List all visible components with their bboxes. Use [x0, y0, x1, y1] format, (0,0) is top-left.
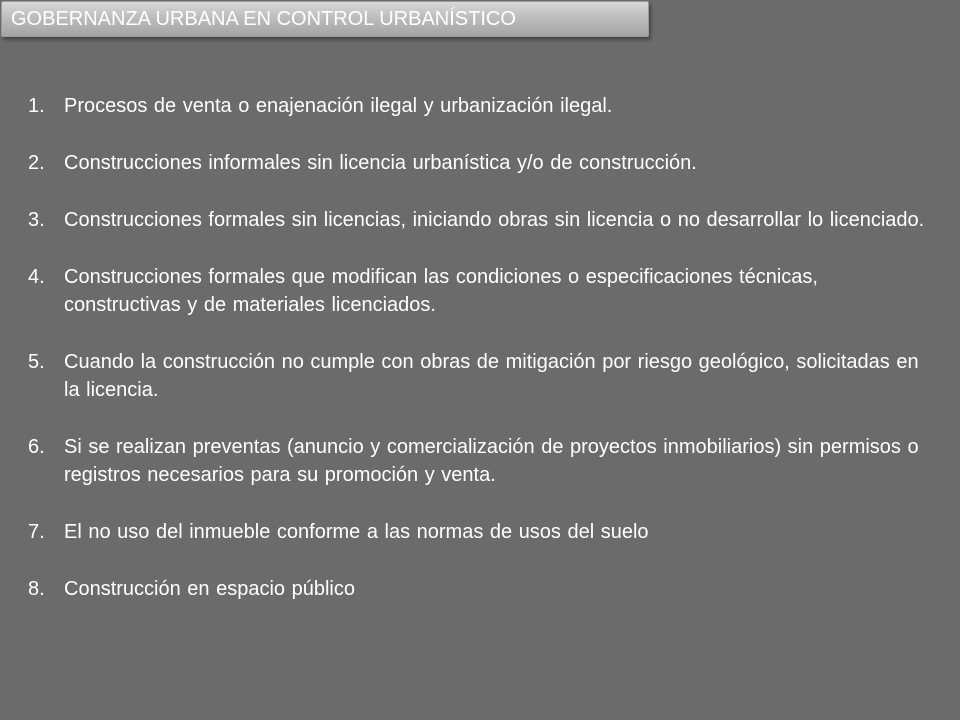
- list-item-text: Construcciones informales sin licencia urbanística y/o de construcción.: [64, 152, 697, 174]
- list-item-5: [28, 348, 938, 404]
- list-item-1: [28, 92, 938, 120]
- list-item-text: Construcción en espacio público: [64, 578, 355, 600]
- list-item-text: Construcciones formales que modifican las condiciones o especificaciones técnicas, constructivas y de materiales licenciados.: [64, 266, 818, 316]
- list-item-3: [28, 206, 938, 234]
- list-item-text: Si se realizan preventas (anuncio y comercialización de proyectos inmobiliarios) sin permisos o registros necesarios para su promoción y venta.: [64, 436, 919, 486]
- list-item-number: 7.: [28, 521, 45, 543]
- list-item-7: [28, 518, 938, 546]
- list-item-number: 4.: [28, 266, 45, 288]
- list-item-number: 6.: [28, 436, 45, 458]
- list-item-2: [28, 149, 938, 177]
- list-item-8: [28, 575, 938, 603]
- list-item-number: 3.: [28, 209, 45, 231]
- list-item-text: Construcciones formales sin licencias, iniciando obras sin licencia o no desarrollar lo licenciado.: [64, 209, 925, 231]
- title-banner: [1, 1, 649, 37]
- list-item-text: El no uso del inmueble conforme a las normas de usos del suelo: [64, 521, 649, 543]
- numbered-list: [28, 92, 938, 632]
- page-title: GOBERNANZA URBANA EN CONTROL URBANÍSTICO: [11, 7, 516, 30]
- list-item-6: [28, 433, 938, 489]
- list-item-number: 5.: [28, 351, 45, 373]
- list-item-4: [28, 263, 938, 319]
- list-item-number: 1.: [28, 95, 45, 117]
- list-item-number: 2.: [28, 152, 45, 174]
- list-item-number: 8.: [28, 578, 45, 600]
- list-item-text: Cuando la construcción no cumple con obras de mitigación por riesgo geológico, solicitadas en la licencia.: [64, 351, 919, 401]
- list-item-text: Procesos de venta o enajenación ilegal y urbanización ilegal.: [64, 95, 613, 117]
